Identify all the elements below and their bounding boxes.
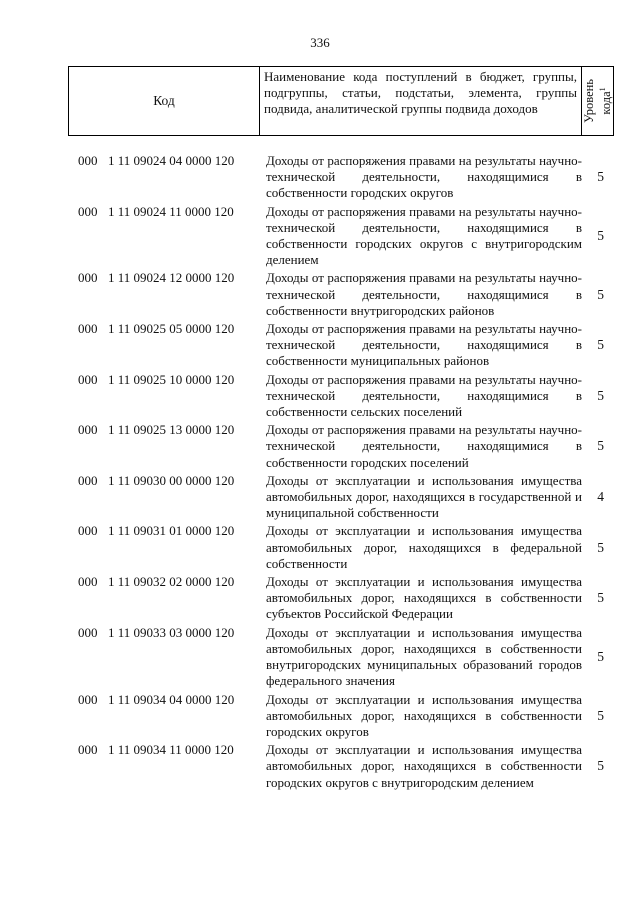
row-income-name: Доходы от эксплуатации и использования имущества автомобильных дорог, находящихся в федеральной собственности (266, 523, 582, 571)
row-code-level: 5 (597, 169, 604, 185)
table-row (78, 625, 608, 690)
table-row (78, 372, 608, 421)
header-code: Код (69, 67, 260, 135)
row-income-code: 1 11 09024 11 0000 120 (108, 203, 234, 219)
row-admin-code: 000 (78, 624, 98, 640)
row-income-code: 1 11 09031 01 0000 120 (108, 523, 235, 539)
row-code-level: 5 (597, 387, 604, 403)
row-income-code: 1 11 09024 04 0000 120 (108, 153, 235, 168)
row-income-name: Доходы от эксплуатации и использования имущества автомобильных дорог, находящихся в собственности городских округов (266, 691, 582, 739)
row-income-name: Доходы от эксплуатации и использования имущества автомобильных дорог, находящихся в собственности городских округов с внутригородским делением (266, 742, 582, 790)
header-name: Наименование кода поступлений в бюджет, группы, подгруппы, статьи, подстатьи, элемента, группы подвида, аналитической группы подвида доходов (260, 67, 582, 135)
row-admin-code: 000 (78, 371, 98, 387)
row-income-code: 1 11 09033 03 0000 120 (108, 624, 235, 640)
row-income-code: 1 11 09025 10 0000 120 (108, 371, 235, 387)
row-income-name: Доходы от распоряжения правами на результаты научно-технической деятельности, находящимися в собственности муниципальных районов (266, 321, 582, 369)
row-income-name: Доходы от распоряжения правами на результаты научно-технической деятельности, находящимися в собственности городских округов с внутригородским делением (266, 203, 582, 268)
row-code-level: 5 (597, 337, 604, 353)
header-level (582, 67, 613, 135)
table-row (78, 204, 608, 269)
row-code-level: 5 (597, 590, 604, 606)
row-admin-code: 000 (78, 574, 98, 590)
row-code-level: 4 (597, 489, 604, 505)
row-income-code: 1 11 09034 04 0000 120 (108, 691, 235, 707)
table-header (68, 66, 614, 136)
row-code-level: 5 (597, 539, 604, 555)
table-row (78, 574, 608, 623)
row-income-name: Доходы от распоряжения правами на результаты научно-технической деятельности, находящимися в собственности городских округов (266, 153, 582, 201)
page-number: 336 (310, 35, 330, 50)
table-row (78, 270, 608, 319)
row-admin-code: 000 (78, 203, 98, 219)
table-row (78, 321, 608, 370)
row-code-level: 5 (597, 707, 604, 723)
row-admin-code: 000 (78, 472, 98, 488)
row-code-level: 5 (597, 286, 604, 302)
row-income-name: Доходы от эксплуатации и использования имущества автомобильных дорог, находящихся в собственности внутригородских муниципальных образований городов федерального значения (266, 624, 582, 689)
table-row (78, 473, 608, 522)
row-income-code: 1 11 09034 11 0000 120 (108, 742, 234, 758)
row-code-level: 5 (597, 438, 604, 454)
row-income-code: 1 11 09030 00 0000 120 (108, 472, 235, 488)
row-admin-code: 000 (78, 321, 98, 337)
row-admin-code: 000 (78, 691, 98, 707)
table-row (78, 742, 608, 791)
header-level-text (582, 79, 612, 123)
row-admin-code: 000 (78, 742, 98, 758)
row-income-code: 1 11 09025 05 0000 120 (108, 321, 235, 337)
row-admin-code: 000 (78, 422, 98, 438)
row-income-name: Доходы от распоряжения правами на результаты научно-технической деятельности, находящимися в собственности сельских поселений (266, 371, 582, 420)
row-admin-code: 000 (78, 153, 98, 168)
table-row (78, 153, 608, 202)
table-row (78, 523, 608, 572)
row-income-name: Доходы от эксплуатации и использования имущества автомобильных дорог, находящихся в государственной и муниципальной собственности (266, 472, 582, 521)
row-income-name: Доходы от эксплуатации и использования имущества автомобильных дорог, находящихся в собственности субъектов Российской Федерации (266, 574, 582, 622)
table-row (78, 422, 608, 471)
row-income-name: Доходы от распоряжения правами на результаты научно-технической деятельности, находящимися в собственности городских поселений (266, 422, 582, 470)
row-code-level: 5 (597, 227, 604, 243)
row-code-level: 5 (597, 758, 604, 774)
row-income-name: Доходы от распоряжения правами на результаты научно-технической деятельности, находящимися в собственности внутригородских районов (266, 270, 582, 318)
table-body (78, 153, 608, 793)
row-admin-code: 000 (78, 523, 98, 539)
header-level-footnote: 1 (597, 87, 607, 92)
table-row (78, 692, 608, 741)
row-income-code: 1 11 09025 13 0000 120 (108, 422, 235, 438)
row-admin-code: 000 (78, 270, 98, 286)
row-income-code: 1 11 09024 12 0000 120 (108, 270, 235, 286)
row-income-code: 1 11 09032 02 0000 120 (108, 574, 235, 590)
header-level-line2: кода (598, 91, 613, 115)
header-level-line1: Уровень (581, 78, 596, 124)
row-code-level: 5 (597, 648, 604, 664)
